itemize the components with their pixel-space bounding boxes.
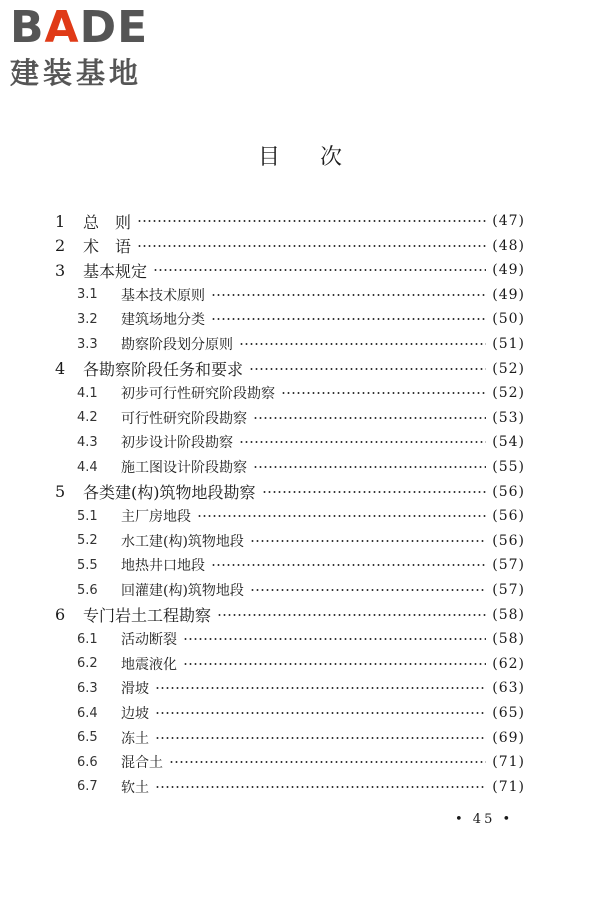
toc-section-entry[interactable]	[55, 431, 525, 453]
toc-entry-number: 5.2	[77, 533, 98, 549]
toc-entry-label: 勘察阶段划分原则	[121, 337, 233, 353]
toc-entry-label: 滑坡	[121, 681, 149, 698]
toc-entry-number: 2	[55, 236, 66, 256]
toc-entry-number: 5	[55, 482, 66, 502]
toc-chapter-entry[interactable]	[55, 259, 525, 281]
dot-leader	[183, 663, 486, 665]
dot-leader	[250, 589, 486, 591]
toc-chapter-entry[interactable]	[55, 358, 525, 380]
toc-section-entry[interactable]	[55, 554, 525, 576]
brand-wordmark	[10, 4, 180, 52]
toc-title: 目次	[257, 145, 382, 170]
toc-section-entry[interactable]	[55, 308, 525, 330]
toc-section-entry[interactable]	[55, 284, 525, 306]
toc-entry-number: 6.3	[77, 680, 98, 696]
toc-entry-label: 基本规定	[83, 261, 148, 281]
dot-leader	[249, 368, 486, 370]
toc-entry-number: 5.6	[77, 582, 98, 598]
dot-leader	[239, 343, 486, 345]
toc-entry-label: 主厂房地段	[121, 509, 191, 526]
toc-section-entry[interactable]	[55, 382, 525, 404]
toc-section-entry[interactable]	[55, 530, 525, 552]
dot-leader	[239, 441, 486, 443]
toc-entry-number: 1	[55, 211, 66, 231]
dot-leader	[217, 614, 486, 616]
dot-leader	[137, 245, 486, 247]
brand-subtitle: 建装基地	[10, 56, 143, 90]
toc-entry-page: (52)	[492, 385, 525, 402]
toc-entry-number: 3.2	[77, 311, 98, 327]
toc-entry-page: (71)	[492, 754, 525, 771]
toc-entry-page: (62)	[492, 655, 525, 672]
toc-entry-page: (53)	[492, 409, 525, 426]
toc-entry-number: 4.2	[77, 410, 98, 426]
dot-leader	[155, 786, 486, 788]
toc-section-entry[interactable]	[55, 702, 525, 724]
toc-entry-label: 水工建(构)筑物地段	[121, 533, 244, 550]
toc-entry-label: 可行性研究阶段勘察	[121, 410, 247, 427]
dot-leader	[155, 687, 486, 689]
toc-entry-label: 活动断裂	[121, 632, 177, 649]
toc-entry-page: (57)	[492, 557, 525, 574]
dot-leader	[253, 417, 486, 419]
dot-leader	[169, 761, 486, 763]
toc-entry-label: 施工图设计阶段勘察	[121, 460, 247, 476]
toc-section-entry[interactable]	[55, 751, 525, 773]
toc-chapter-entry[interactable]	[55, 210, 525, 232]
toc-section-entry[interactable]	[55, 407, 525, 429]
toc-entry-label: 地震液化	[121, 656, 177, 673]
toc-entry-number: 4.3	[77, 434, 98, 450]
dot-leader	[281, 392, 486, 394]
toc-entry-number: 3.1	[77, 287, 98, 303]
toc-entry-page: (48)	[492, 237, 525, 254]
toc-entry-label: 总 则	[83, 212, 132, 232]
toc-entry-number: 6.5	[77, 730, 98, 746]
toc-entry-number: 3	[55, 260, 66, 280]
brand-letter: B	[10, 2, 45, 53]
dot-leader	[155, 712, 486, 714]
toc-section-entry[interactable]	[55, 776, 525, 798]
toc-entry-page: (58)	[492, 631, 525, 648]
toc-entry-label: 各勘察阶段任务和要求	[83, 360, 244, 380]
toc-entry-page: (71)	[492, 778, 525, 795]
dot-leader	[253, 466, 486, 468]
toc-entry-label: 回灌建(构)筑物地段	[121, 583, 244, 599]
dot-leader	[137, 220, 486, 222]
toc-entry-page: (57)	[492, 582, 525, 598]
toc-entry-label: 基本技术原则	[121, 287, 205, 304]
dot-leader	[183, 638, 486, 640]
toc-entry-number: 5.1	[77, 508, 98, 524]
dot-leader	[211, 318, 486, 320]
toc-entry-label: 软土	[121, 779, 149, 796]
toc-entry-label: 初步设计阶段勘察	[121, 435, 233, 452]
toc-chapter-entry[interactable]	[55, 235, 525, 257]
toc-entry-number: 6.7	[77, 779, 98, 795]
toc-entry-label: 地热井口地段	[121, 558, 205, 575]
dot-leader	[250, 540, 486, 542]
toc-entry-page: (52)	[492, 360, 525, 377]
brand-letters: DE	[79, 2, 149, 53]
toc-section-entry[interactable]	[55, 333, 525, 355]
toc-entry-number: 6.1	[77, 631, 98, 647]
toc-entry-label: 专门岩土工程勘察	[83, 606, 212, 626]
dot-leader	[262, 491, 487, 493]
toc-entry-page: (65)	[492, 705, 525, 721]
toc-entry-page: (47)	[492, 213, 525, 229]
toc-entry-page: (56)	[492, 483, 525, 500]
toc-section-entry[interactable]	[55, 456, 525, 478]
toc-entry-label: 各类建(构)筑物地段勘察	[83, 483, 256, 503]
toc-entry-page: (54)	[492, 434, 525, 451]
toc-entry-page: (55)	[492, 459, 525, 475]
toc-entry-page: (49)	[492, 262, 525, 279]
toc-entry-number: 4.1	[77, 385, 98, 401]
dot-leader	[155, 737, 486, 739]
toc-entry-page: (49)	[492, 286, 525, 303]
toc-entry-page: (69)	[492, 729, 525, 746]
toc-entry-label: 边坡	[121, 706, 149, 722]
toc-section-entry[interactable]	[55, 628, 525, 650]
dot-leader	[211, 294, 486, 296]
toc-entry-number: 4.4	[77, 459, 98, 475]
page-number: • 45 •	[455, 812, 514, 827]
toc-entry-number: 6.4	[77, 705, 98, 721]
dot-leader	[197, 515, 486, 517]
toc-entry-number: 6.2	[77, 656, 98, 672]
toc-entry-number: 5.5	[77, 557, 98, 573]
toc-entry-label: 初步可行性研究阶段勘察	[121, 386, 275, 403]
dot-leader	[153, 269, 486, 271]
toc-entry-number: 4	[55, 359, 66, 379]
toc-entry-page: (58)	[492, 606, 525, 623]
toc-entry-label: 术 语	[83, 237, 132, 257]
toc-entry-page: (56)	[492, 532, 525, 549]
toc-entry-page: (63)	[492, 680, 525, 697]
dot-leader	[211, 564, 486, 566]
toc-section-entry[interactable]	[55, 653, 525, 675]
toc-chapter-entry[interactable]	[55, 604, 525, 626]
toc-entry-label: 冻土	[121, 730, 149, 747]
toc-section-entry[interactable]	[55, 505, 525, 527]
toc-entry-page: (56)	[492, 508, 525, 525]
toc-entry-page: (51)	[492, 336, 525, 352]
toc-section-entry[interactable]	[55, 677, 525, 699]
toc-entry-label: 建筑场地分类	[121, 312, 205, 329]
toc-section-entry[interactable]	[55, 727, 525, 749]
toc-entry-number: 6.6	[77, 754, 98, 770]
brand-accent-letter: A	[44, 2, 80, 53]
toc-section-entry[interactable]	[55, 579, 525, 601]
toc-entry-number: 6	[55, 605, 66, 625]
toc-chapter-entry[interactable]	[55, 481, 525, 503]
brand-logo	[10, 4, 180, 90]
toc-entry-number: 3.3	[77, 336, 98, 352]
toc-entry-page: (50)	[492, 311, 525, 328]
toc-entry-label: 混合土	[121, 755, 163, 772]
